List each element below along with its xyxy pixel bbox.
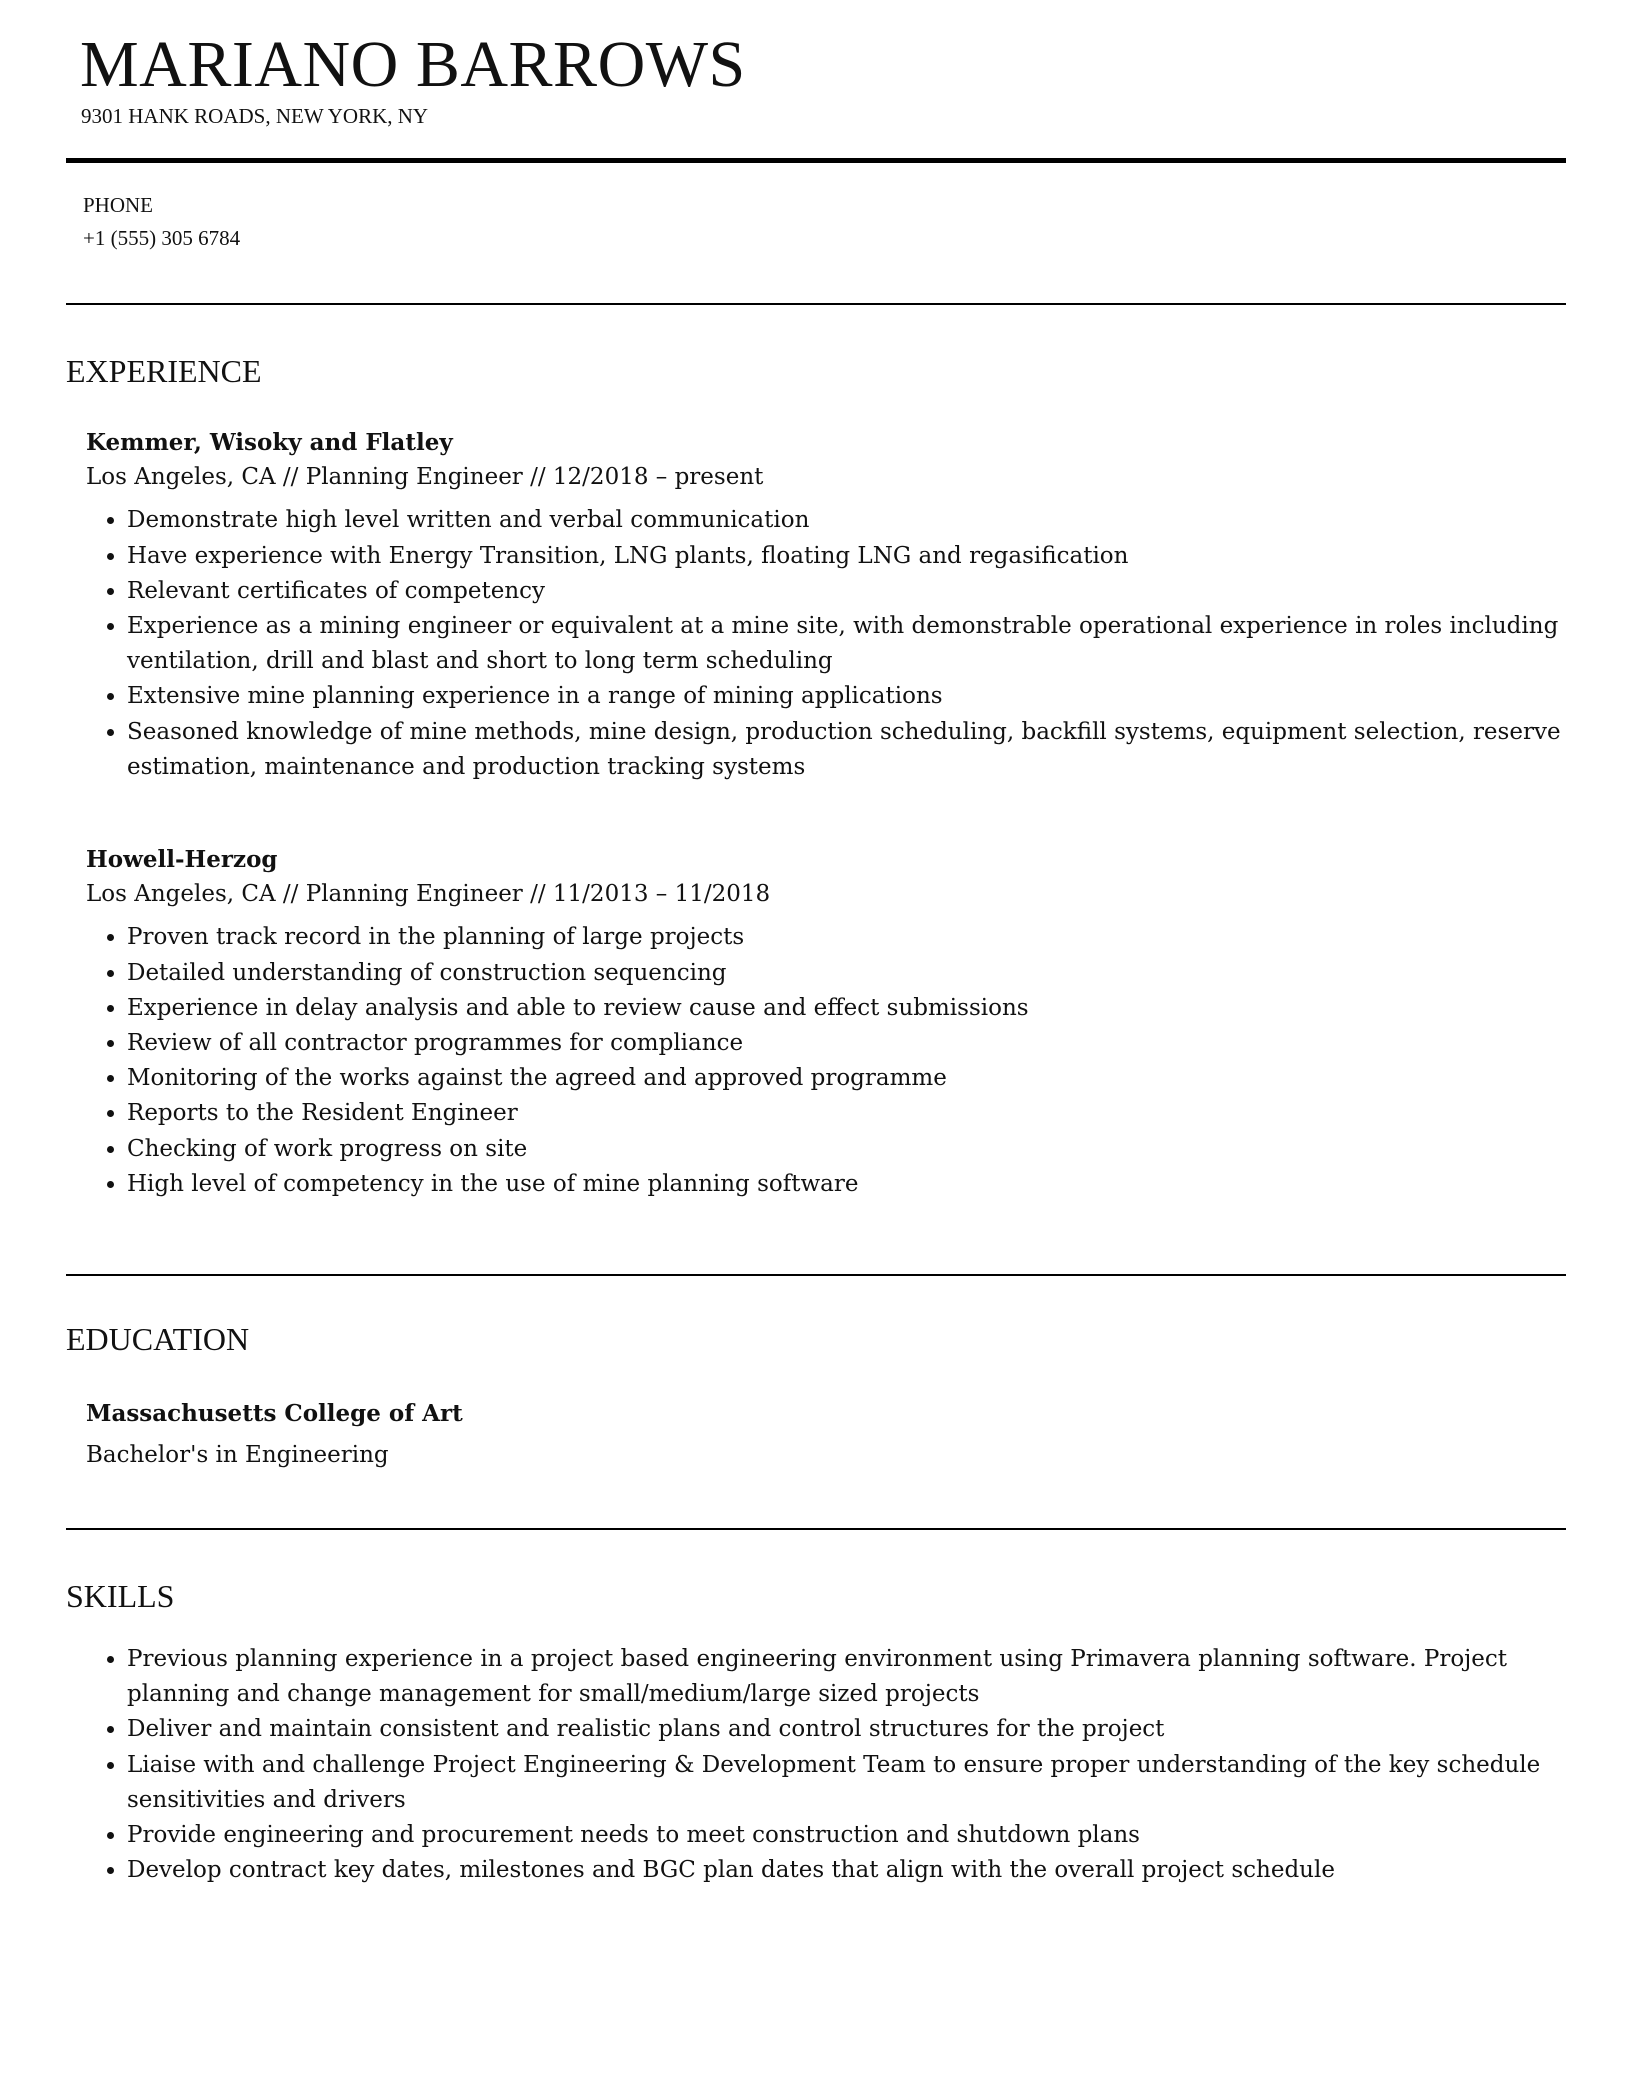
bullet: • Demonstrate high level written and verbal communication <box>127 503 1566 538</box>
candidate-name: MARIANO BARROWS <box>80 28 746 101</box>
skills-bullets <box>86 1642 1566 1888</box>
address: 9301 HANK ROADS, NEW YORK, NY <box>81 104 429 128</box>
bullet: • Review of all contractor programmes for compliance <box>127 1026 1566 1061</box>
phone-label: PHONE <box>83 193 154 217</box>
skills-heading: SKILLS <box>66 1578 175 1614</box>
company-name: Howell-Herzog <box>86 846 278 873</box>
divider <box>66 303 1566 305</box>
bullet: • Seasoned knowledge of mine methods, mine design, production scheduling, backfill systems, equipment selection, reserve estimation, maintenance and production tracking systems <box>127 715 1566 785</box>
job-entry <box>86 425 1566 785</box>
bullet: • Have experience with Energy Transition, LNG plants, floating LNG and regasification <box>127 539 1566 574</box>
job-entry <box>86 842 1566 1202</box>
education-heading: EDUCATION <box>66 1321 250 1357</box>
bullet: • Relevant certificates of competency <box>127 574 1566 609</box>
job-meta: Los Angeles, CA // Planning Engineer // 11/2013 – 11/2018 <box>86 881 771 908</box>
phone-number: +1 (555) 305 6784 <box>83 226 241 250</box>
skill-item: • Previous planning experience in a project based engineering environment using Primavera planning software. Project planning and change management for small/medium/large sized projects <box>127 1642 1566 1712</box>
job-bullets <box>86 920 1566 1202</box>
skill-item: • Develop contract key dates, milestones and BGC plan dates that align with the overall project schedule <box>127 1853 1566 1888</box>
degree: Bachelor's in Engineering <box>86 1442 389 1469</box>
bullet: • Proven track record in the planning of large projects <box>127 920 1566 955</box>
bullet: • Experience as a mining engineer or equivalent at a mine site, with demonstrable operational experience in roles including ventilation, drill and blast and short to long term scheduling <box>127 609 1566 679</box>
education-entry <box>86 1396 1566 1473</box>
skills-list <box>86 1642 1566 1888</box>
experience-heading: EXPERIENCE <box>66 353 262 389</box>
bullet: • Reports to the Resident Engineer <box>127 1096 1566 1131</box>
bullet: • Checking of work progress on site <box>127 1132 1566 1167</box>
job-meta: Los Angeles, CA // Planning Engineer // 12/2018 – present <box>86 464 764 491</box>
company-name: Kemmer, Wisoky and Flatley <box>86 429 453 456</box>
bullet: • Extensive mine planning experience in a range of mining applications <box>127 679 1566 714</box>
bullet: • Detailed understanding of construction sequencing <box>127 956 1566 991</box>
header-divider <box>66 158 1566 163</box>
bullet: • Experience in delay analysis and able to review cause and effect submissions <box>127 991 1566 1026</box>
bullet: • High level of competency in the use of mine planning software <box>127 1167 1566 1202</box>
skill-item: • Provide engineering and procurement needs to meet construction and shutdown plans <box>127 1818 1566 1853</box>
skill-item: • Deliver and maintain consistent and realistic plans and control structures for the project <box>127 1712 1566 1747</box>
divider <box>66 1274 1566 1276</box>
job-bullets <box>86 503 1566 785</box>
divider <box>66 1528 1566 1530</box>
bullet: • Monitoring of the works against the agreed and approved programme <box>127 1061 1566 1096</box>
skill-item: • Liaise with and challenge Project Engineering & Development Team to ensure proper understanding of the key schedule sensitivities and drivers <box>127 1748 1566 1818</box>
school-name: Massachusetts College of Art <box>86 1400 463 1427</box>
